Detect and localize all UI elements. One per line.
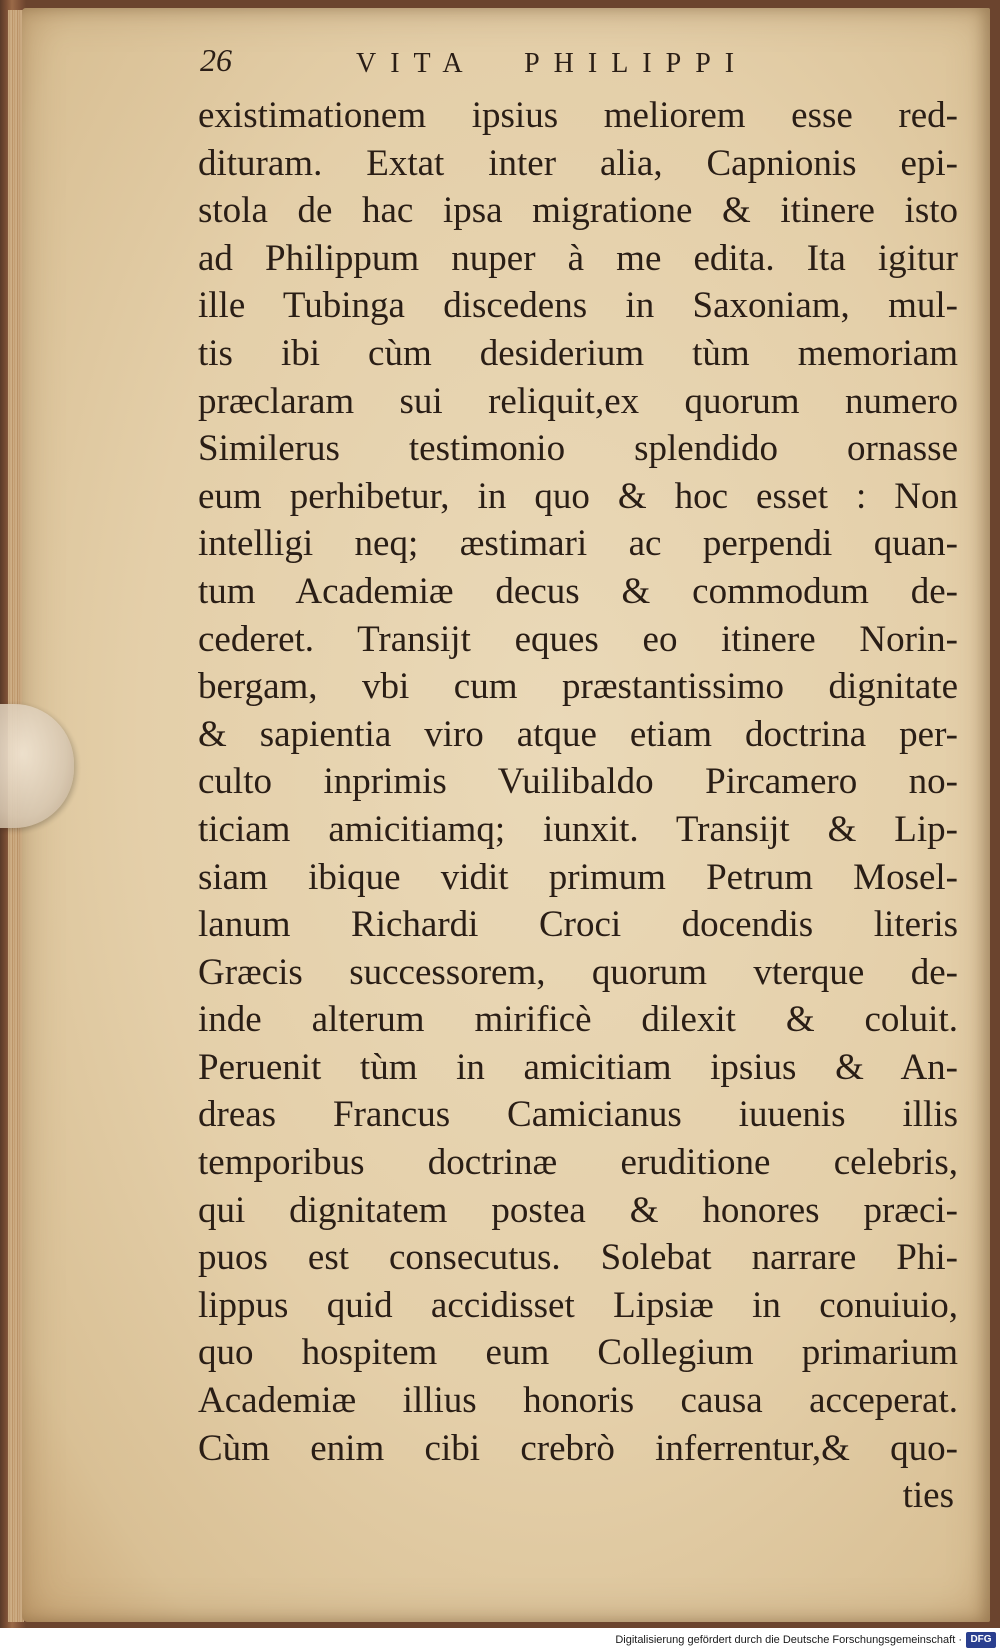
text-line: Similerus testimonio splendido ornasse bbox=[198, 428, 958, 470]
dfg-logo: DFG bbox=[966, 1632, 996, 1648]
text-line: quo hospitem eum Collegium primarium bbox=[198, 1332, 958, 1374]
page-number: 26 bbox=[200, 42, 232, 78]
text-line: ticiam amicitiamq; iunxit. Transijt & Lip- bbox=[198, 808, 958, 850]
text-line: ad Philippum nuper à me edita. Ita igitur bbox=[198, 237, 958, 279]
text-line: qui dignitatem postea & honores præci- bbox=[198, 1189, 958, 1231]
text-line: tis ibi cùm desiderium tùm memoriam bbox=[198, 332, 958, 374]
text-line: præclaram sui reliquit,ex quorum numero bbox=[198, 380, 958, 422]
text-line: inde alterum mirificè dilexit & coluit. bbox=[198, 999, 958, 1041]
text-line: puos est consecutus. Solebat narrare Phi- bbox=[198, 1237, 958, 1279]
text-line: cederet. Transijt eques eo itinere Norin- bbox=[198, 618, 958, 660]
text-line: Academiæ illius honoris causa acceperat. bbox=[198, 1380, 958, 1422]
text-line: temporibus doctrinæ eruditione celebris, bbox=[198, 1142, 958, 1184]
text-line: existimationem ipsius meliorem esse red- bbox=[198, 95, 958, 136]
text-line: Cùm enim cibi crebrò inferrentur,& quo- bbox=[198, 1427, 958, 1469]
text-line: intelligi neq; æstimari ac perpendi quan- bbox=[198, 523, 958, 565]
text-line: & sapientia viro atque etiam doctrina per- bbox=[198, 713, 958, 755]
text-line: bergam, vbi cum præstantissimo dignitate bbox=[198, 666, 958, 708]
text-line: lanum Richardi Croci docendis literis bbox=[198, 904, 958, 946]
text-line: stola de hac ipsa migratione & itinere isto bbox=[198, 190, 958, 232]
text-line: Græcis successorem, quorum vterque de- bbox=[198, 951, 958, 993]
catchword: ties bbox=[902, 1475, 954, 1517]
funding-credit: Digitalisierung gefördert durch die Deutsche Forschungsgemeinschaft · bbox=[615, 1634, 962, 1646]
page-header bbox=[200, 42, 840, 82]
text-line: siam ibique vidit primum Petrum Mosel- bbox=[198, 856, 958, 898]
running-title: VITA PHILIPPI bbox=[356, 48, 749, 79]
text-line: dreas Francus Camicianus iuuenis illis bbox=[198, 1094, 958, 1136]
text-line: lippus quid accidisset Lipsiæ in conuiuio, bbox=[198, 1284, 958, 1326]
text-line: culto inprimis Vuilibaldo Pircamero no- bbox=[198, 761, 958, 803]
text-line: Peruenit tùm in amicitiam ipsius & An- bbox=[198, 1046, 958, 1088]
body-text bbox=[198, 92, 958, 1520]
text-line: eum perhibetur, in quo & hoc esset : Non bbox=[198, 475, 958, 517]
text-line: tum Academiæ decus & commodum de- bbox=[198, 570, 958, 612]
text-line: dituram. Extat inter alia, Capnionis epi- bbox=[198, 142, 958, 184]
text-line: ille Tubinga discedens in Saxoniam, mul- bbox=[198, 285, 958, 327]
